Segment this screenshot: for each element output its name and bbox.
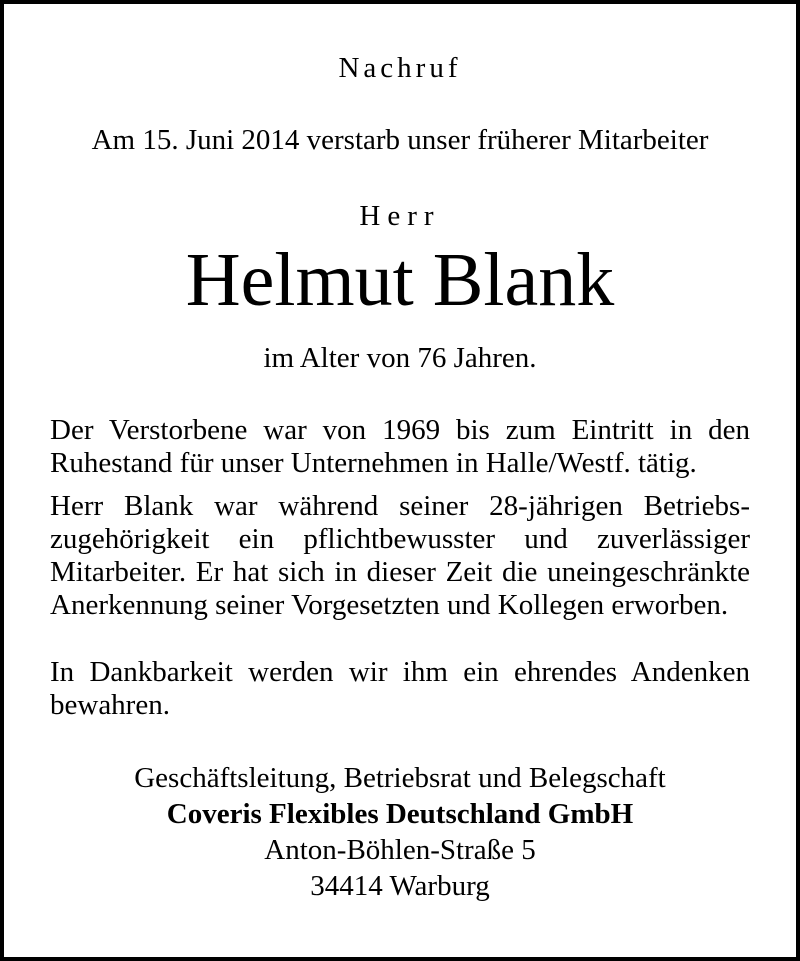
intro-line: Am 15. Juni 2014 verstarb unser früherer Mitarbeiter — [91, 124, 709, 156]
paragraph-employment: Der Verstorbene war von 1969 bis zum Eintritt in den Ruhestand für unser Unternehmen in Halle/Westf. tätig. — [50, 414, 750, 479]
salutation: Herr — [359, 200, 441, 232]
company-street: Anton-Böhlen-Straße 5 — [264, 834, 536, 866]
paragraph-remembrance: In Dankbarkeit werden wir ihm ein ehrendes Andenken bewahren. — [50, 656, 750, 721]
signature-block — [0, 760, 800, 904]
company-name: Coveris Flexibles Deutschland GmbH — [166, 798, 634, 830]
signature-groups: Geschäftsleitung, Betriebsrat und Belegschaft — [134, 762, 666, 794]
obituary-heading: Nachruf — [338, 52, 462, 84]
company-city: 34414 Warburg — [310, 870, 490, 902]
age-line: im Alter von 76 Jahren. — [263, 342, 537, 374]
paragraph-tribute: Herr Blank war während seiner 28-jährigen Betriebszugehörigkeit ein pflichtbewusster und zuverlässiger Mitarbeiter. Er hat sich in dieser Zeit die uneingeschränkte Anerkennung seiner Vorgesetzten und Kollegen erworben. — [50, 490, 750, 621]
deceased-name: Helmut Blank — [185, 238, 615, 322]
